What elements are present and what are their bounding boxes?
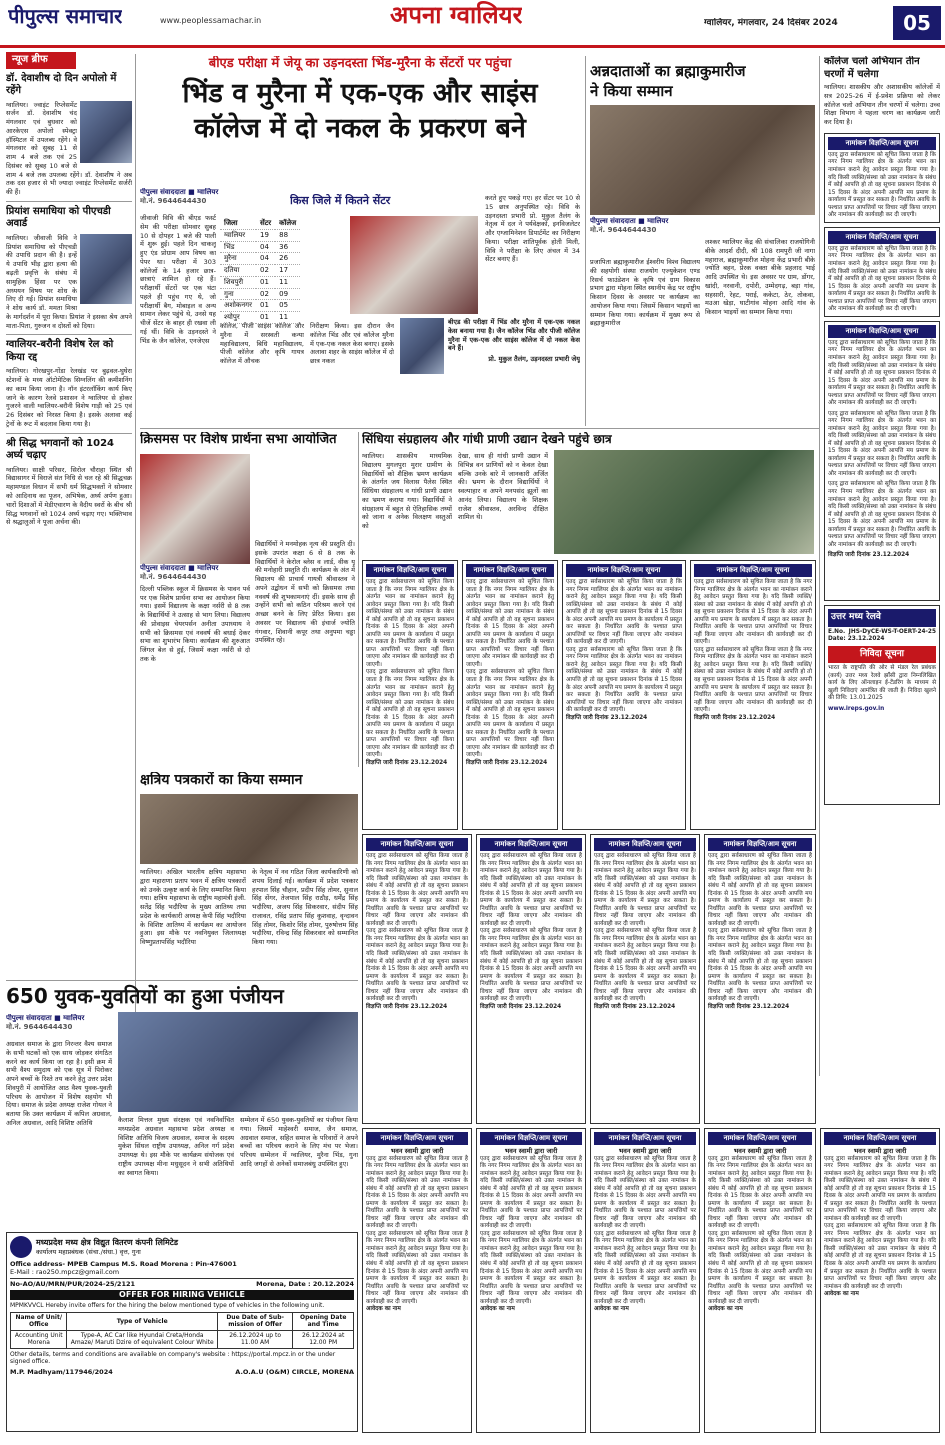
- notice-r1-3-body-b: एतद् द्वारा सर्वसाधारण को सूचित किया जाता है कि नगर निगम ग्वालियर क्षेत्र के अंतर्गत भवन का नामांकन कराने हेतु आवेदन प्रस्तुत किया गया है। यदि किसी व्यक्ति/संस्था को उक्त नामांकन के संबंध में कोई आपत्ति हो तो वह सूचना प्रकाशन दिनांक से 15 दिवस के अंदर अपनी आपत्ति मय प्रमाण के कार्यालय में प्रस्तुत कर सकता है। निर्धारित अवधि के पश्चात प्राप्त आपत्तियों पर विचार नहीं किया जाएगा और नामांकन की कार्यवाही कर दी जाएगी।: [566, 646, 682, 714]
- notice-r1-1-body: एतद् द्वारा सर्वसाधारण को सूचित किया जाता है कि नगर निगम ग्वालियर क्षेत्र के अंतर्गत भवन का नामांकन कराने हेतु आवेदन प्रस्तुत किया गया है। यदि किसी व्यक्ति/संस्था को उक्त नामांकन के संबंध में कोई आपत्ति हो तो वह सूचना प्रकाशन दिनांक से 15 दिवस के अंदर अपनी आपत्ति मय प्रमाण के कार्यालय में प्रस्तुत कर सकता है। निर्धारित अवधि के पश्चात प्राप्त आपत्तियों पर विचार नहीं किया जाएगा और नामांकन की कार्यवाही कर दी जाएगी।: [366, 579, 454, 668]
- page-number: 05: [893, 6, 941, 40]
- mpcz-title: OFFER FOR HIRING VEHICLE: [10, 1290, 354, 1300]
- professor-photo: [400, 318, 444, 374]
- centers-row: [220, 253, 300, 265]
- right-notice-1: [824, 133, 940, 223]
- notice-r3-2-body-b: एतद् द्वारा सर्वसाधारण को सूचित किया जाता है कि नगर निगम ग्वालियर क्षेत्र के अंतर्गत भवन का नामांकन कराने हेतु आवेदन प्रस्तुत किया गया है। यदि किसी व्यक्ति/संस्था को उक्त नामांकन के संबंध में कोई आपत्ति हो तो वह सूचना प्रकाशन दिनांक से 15 दिवस के अंदर अपनी आपत्ति मय प्रमाण के कार्यालय में प्रस्तुत कर सकता है। निर्धारित अवधि के पश्चात प्राप्त आपत्तियों पर विचार नहीं किया जाएगा और नामांकन की कार्यवाही कर दी जाएगी।: [480, 1230, 582, 1305]
- th-centers: सेंटर: [256, 218, 275, 229]
- centers-row: [220, 300, 300, 312]
- right-notice-3: [824, 321, 940, 601]
- notice-r2-1-date: विज्ञप्ति जारी दिनांक 23.12.2024: [366, 1003, 448, 1010]
- centers-cell: 36: [275, 241, 300, 253]
- notice-r3-2: [476, 1128, 586, 1433]
- notice-r3-3-head: नामांकन विज्ञप्ति/आम सूचना: [594, 1132, 696, 1145]
- mpcz-footer: Other details, terms and conditions are available on company's website : https://portal.mpcz.in or the under signed office.: [10, 1350, 336, 1366]
- right-notice-3-body: एतद् द्वारा सर्वसाधारण को सूचित किया जाता है कि नगर निगम ग्वालियर क्षेत्र के अंतर्गत भवन का नामांकन कराने हेतु आवेदन प्रस्तुत किया गया है। यदि किसी व्यक्ति/संस्था को उक्त नामांकन के संबंध में कोई आपत्ति हो तो वह सूचना प्रकाशन दिनांक से 15 दिवस के अंदर अपनी आपत्ति मय प्रमाण के कार्यालय में प्रस्तुत कर सकता है। निर्धारित अवधि के पश्चात प्राप्त आपत्तियों पर विचार नहीं किया जाएगा और नामांकन की कार्यवाही कर दी जाएगी।: [828, 339, 936, 407]
- railway-tender-label: निविदा सूचना: [828, 646, 936, 664]
- notice-r2-2-body-b: एतद् द्वारा सर्वसाधारण को सूचित किया जाता है कि नगर निगम ग्वालियर क्षेत्र के अंतर्गत भवन का नामांकन कराने हेतु आवेदन प्रस्तुत किया गया है। यदि किसी व्यक्ति/संस्था को उक्त नामांकन के संबंध में कोई आपत्ति हो तो वह सूचना प्रकाशन दिनांक से 15 दिवस के अंदर अपनी आपत्ति मय प्रमाण के कार्यालय में प्रस्तुत कर सकता है। निर्धारित अवधि के पश्चात प्राप्त आपत्तियों पर विचार नहीं किया जाएगा और नामांकन की कार्यवाही कर दी जाएगी।: [480, 928, 582, 1003]
- mpcz-ref-date: Morena, Date : 20.12.2024: [256, 1280, 354, 1289]
- notice-r2-2-head: नामांकन विज्ञप्ति/आम सूचना: [480, 838, 582, 851]
- notice-r1-4-head: नामांकन विज्ञप्ति/आम सूचना: [694, 564, 812, 577]
- notice-r1-3-date: विज्ञप्ति जारी दिनांक 23.12.2024: [566, 714, 648, 721]
- notice-r2-3-date: विज्ञप्ति जारी दिनांक 23.12.2024: [594, 1003, 676, 1010]
- notice-r2-1-body-b: एतद् द्वारा सर्वसाधारण को सूचित किया जाता है कि नगर निगम ग्वालियर क्षेत्र के अंतर्गत भवन का नामांकन कराने हेतु आवेदन प्रस्तुत किया गया है। यदि किसी व्यक्ति/संस्था को उक्त नामांकन के संबंध में कोई आपत्ति हो तो वह सूचना प्रकाशन दिनांक से 15 दिवस के अंदर अपनी आपत्ति मय प्रमाण के कार्यालय में प्रस्तुत कर सकता है। निर्धारित अवधि के पश्चात प्राप्त आपत्तियों पर विचार नहीं किया जाएगा और नामांकन की कार्यवाही कर दी जाएगी।: [366, 928, 468, 1003]
- christmas-photo: [140, 454, 250, 564]
- notice-r1-3: [562, 560, 686, 830]
- notice-r3-2-sub: भवन स्वामी द्वारा जारी: [504, 1147, 558, 1156]
- notice-r1-4-body-b: एतद् द्वारा सर्वसाधारण को सूचित किया जाता है कि नगर निगम ग्वालियर क्षेत्र के अंतर्गत भवन का नामांकन कराने हेतु आवेदन प्रस्तुत किया गया है। यदि किसी व्यक्ति/संस्था को उक्त नामांकन के संबंध में कोई आपत्ति हो तो वह सूचना प्रकाशन दिनांक से 15 दिवस के अंदर अपनी आपत्ति मय प्रमाण के कार्यालय में प्रस्तुत कर सकता है। निर्धारित अवधि के पश्चात प्राप्त आपत्तियों पर विचार नहीं किया जाएगा और नामांकन की कार्यवाही कर दी जाएगी।: [694, 646, 812, 714]
- notice-r1-2-date: विज्ञप्ति जारी दिनांक 23.12.2024: [466, 759, 548, 766]
- news-brief-column: [6, 52, 132, 1074]
- registration-story: [6, 984, 358, 1230]
- notice-r2-1-head: नामांकन विज्ञप्ति/आम सूचना: [366, 838, 468, 851]
- th-colleges: कॉलेज: [275, 218, 300, 229]
- centers-cell: 01: [256, 276, 275, 288]
- centers-cell: 02: [256, 288, 275, 300]
- notice-r2-4: [704, 834, 816, 1124]
- notice-r3-1: [362, 1128, 472, 1433]
- notice-r1-1-body-b: एतद् द्वारा सर्वसाधारण को सूचित किया जाता है कि नगर निगम ग्वालियर क्षेत्र के अंतर्गत भवन का नामांकन कराने हेतु आवेदन प्रस्तुत किया गया है। यदि किसी व्यक्ति/संस्था को उक्त नामांकन के संबंध में कोई आपत्ति हो तो वह सूचना प्रकाशन दिनांक से 15 दिवस के अंदर अपनी आपत्ति मय प्रमाण के कार्यालय में प्रस्तुत कर सकता है। निर्धारित अवधि के पश्चात प्राप्त आपत्तियों पर विचार नहीं किया जाएगा और नामांकन की कार्यवाही कर दी जाएगी।: [366, 669, 454, 759]
- brahma-body-2: लश्कर ग्वालियर केंद्र की संचालिका राजयोगिनी बीके आदर्श दीदी, श्री 108 रामपुरी जी नागा महाराज, ब्रह्माकुमारीज मोहना केंद्र प्रभारी बीके ज्योति बहन, प्रेरक वक्ता बीके प्रहलाद भाई आदि उपस्थित थे। इस अवसर पर ग्राम, डोंगर, खांदी, नरवानी, दपोरी, उम्मेदगढ़, बड़ा गांव, सहसारी, रेहट, पराई, ककेटा, ठेर, तोकवा, मउआ खेड़ा, घाटीगांव मोहना आदि गांव के किसान भाइयों का सम्मान किया गया।: [705, 238, 815, 317]
- notice-r1-4: [690, 560, 816, 830]
- mpcz-th-open: Opening Date and Time: [293, 1312, 354, 1330]
- centers-cell: शिवपुरी: [220, 276, 256, 288]
- notice-r3-3-applicant: आवेदक का नाम: [594, 1306, 629, 1313]
- masthead: [0, 0, 945, 48]
- mpcz-td-type: Type-A, AC Car like Hyundai Creta/Honda Amaze/ Maruti Dzire of equivalent Colour White: [67, 1330, 217, 1348]
- news-brief-label: न्यूज ब्रीफ: [6, 52, 76, 69]
- mpcz-sign: A.O.A.U (O&M) CIRCLE, MORENA: [235, 1367, 354, 1376]
- brief-title-3: ग्वालियर-बरौनी विशेष रेल को किया रद्द: [6, 339, 114, 363]
- centers-cell: 09: [275, 288, 300, 300]
- registration-body-3: सम्मेलन में 650 युवक-युवतियों का पंजीयन किया गया। जिसमें माहेश्वरी समाज, जैन समाज, अग्रवाल समाज, सहित समाज के परिवारों ने अपने बच्चों का परिचय कराने के लिए मंच पर भेजा। परिचय सम्मेलन में ग्वालियर, मुरैना भिंड, गुना आदि जगहों से अनेकों समाजबंधु उपस्थित हुए।: [240, 1116, 358, 1168]
- brahma-body-1: प्रजापिता ब्रह्माकुमारीज ईश्वरीय विश्व विद्यालय की सहयोगी संस्था राजयोग एज्युकेशन एण्ड रिसर्च फाउंडेशन के कृषि एवं ग्राम विकास प्रभाग द्वारा मोहना स्थित स्थानीय केंद्र पर राष्ट्रीय किसान दिवस के अवसर पर कार्यक्रम का आयोजन किया गया। जिसमें किसान भाइयों का सम्मान किया गया। कार्यक्रम में मुख्य रूप से ब्रह्माकुमारीज: [590, 258, 700, 328]
- notice-r1-1-date: विज्ञप्ति जारी दिनांक 23.12.2024: [366, 759, 448, 766]
- kshatriya-photo: [140, 794, 358, 864]
- brahmakumari-story: [590, 62, 815, 426]
- brief-body-3: ग्वालियर। गोरखपुर-गोंडा रेलखंड पर बुढ़वल-घुघेरा स्टेशनों के मध्य ऑटोमेटिक सिग्नलिंग की कमीशनिंग का काम किया जाना है। नॉन इंटरलॉकिंग कार्य किए जाने के कारण रेलवे प्रशासन ने ग्वालियर से होकर गुजरने वाली ग्वालियर-बरौनी विशेष गाड़ी को 25 एवं 26 दिसंबर को निरस्त किया है। इसके अलावा कई ट्रेनों के रूट में बदलाव किया गया है।: [6, 367, 132, 428]
- centers-cell: 01: [256, 312, 275, 324]
- registration-photo: [118, 1012, 358, 1112]
- centers-cell: गुना: [220, 288, 256, 300]
- notice-r2-1: [362, 834, 472, 1124]
- railway-site[interactable]: www.ireps.gov.in: [828, 705, 885, 712]
- right-notice-3-head: नामांकन विज्ञप्ति/आम सूचना: [828, 325, 936, 338]
- registration-mobile: मो.नं. 9644644430: [6, 1022, 73, 1031]
- registration-body-1: अग्रवाल समाज के द्वारा निरन्तर वैश्य समाज के सभी घटकों को एक साथ जोड़कर संगठित करने का कार्य किया जा रहा है। इसी क्रम में सभी वैश्य समुदाय को एक सूत्र में पिरोकर अपने बच्चों के रिश्ते तय करने हेतु उत्तर प्रदेश शिवपुरी में आयोजित आठ वैश्य युवक-युवती परिचय के आयोजन में विशेष सहयोग भी दिया। समाज के प्रदेश अध्यक्ष राजेश गोयल ने बताया कि उक्त कार्यक्रम में कपिल अग्रवाल, अनिल अग्रवाल, आदि विशिष्ट अतिथि: [6, 1040, 112, 1127]
- right-notice-1-head: नामांकन विज्ञप्ति/आम सूचना: [828, 137, 936, 150]
- kshatriya-story: [140, 772, 358, 972]
- centers-cell: 04: [256, 253, 275, 265]
- college-brief-body: ग्वालियर। शासकीय और अशासकीय कॉलेजों में सत्र 2025-26 में ई-प्रवेश प्रक्रिया को लेकर कॉलेज चलो अभियान तीन चरणों में चलेगा। उच्च शिक्षा विभाग ने पहला चरण का कार्यक्रम जारी कर दिया है।: [824, 83, 940, 127]
- notice-r2-3: [590, 834, 700, 1124]
- notice-r3-1-head: नामांकन विज्ञप्ति/आम सूचना: [366, 1132, 468, 1145]
- notice-r3-4-body: एतद् द्वारा सर्वसाधारण को सूचित किया जाता है कि नगर निगम ग्वालियर क्षेत्र के अंतर्गत भवन का नामांकन कराने हेतु आवेदन प्रस्तुत किया गया है। यदि किसी व्यक्ति/संस्था को उक्त नामांकन के संबंध में कोई आपत्ति हो तो वह सूचना प्रकाशन दिनांक से 15 दिवस के अंदर अपनी आपत्ति मय प्रमाण के कार्यालय में प्रस्तुत कर सकता है। निर्धारित अवधि के पश्चात प्राप्त आपत्तियों पर विचार नहीं किया जाएगा और नामांकन की कार्यवाही कर दी जाएगी।: [708, 1155, 812, 1230]
- section-title: अपना ग्वालियर: [390, 1, 523, 29]
- brahma-mobile: मो.नं. 9644644430: [590, 225, 657, 234]
- notice-r3-2-head: नामांकन विज्ञप्ति/आम सूचना: [480, 1132, 582, 1145]
- brief-title-1: डॉ. देवाशीष दो दिन अपोलो में रहेंगे: [6, 72, 117, 96]
- mpcz-th-unit: Name of Unit/ Office: [11, 1312, 67, 1330]
- quote-attribution: प्रो. मुकुल तैलंग, उड़नदस्ता प्रभारी जेयू: [488, 355, 580, 364]
- notice-r3-4: [704, 1128, 816, 1433]
- registration-byline: पीपुल्स संवाददाता ■ ग्वालियर: [6, 1014, 85, 1022]
- christmas-headline: क्रिसमस पर विशेष प्रार्थना सभा आयोजित: [140, 432, 337, 447]
- centers-row: [220, 288, 300, 300]
- lead-body-1: जीवाजी विवि की बीएड फर्स्ट सेम की परीक्षा सोमवार सुबह 10 से दोपहर 1 बजे की पाली में शुरू हुई। पहले दिन चाकलू हुए एंड प्रोग्राम आप विषय का पेपर था। परीक्षा में 303 कॉलेजों के 14 हजार छात्र-छात्राएं शामिल हो रहे हैं। परीक्षार्थी सेंटरों पर एक घंटा पहले ही पहुंच गए थे, जो परीक्षार्थी बैग, मोबाइल व अन्य सामान लेकर पहुंचे थे, उनसे यह चीजें सेंटर के बाहर ही रखवा ली गई थीं। विवि के उड़नदस्ते ने भिंड के जैन कॉलेज, एनजेएस: [140, 214, 216, 345]
- lead-kicker: बीएड परीक्षा में जेयू का उड़नदस्ता भिंड-मुरैना के सेंटरों पर पहुंचा: [208, 56, 512, 71]
- students-photo: [554, 450, 814, 554]
- mpcz-intro: MPMKVVCL Hereby invite offers for the hiring the below mentioned type of vehicles in the following unit.: [10, 1302, 325, 1310]
- mpcz-madhyam: M.P. Madhyam/117946/2024: [10, 1367, 113, 1376]
- mpcz-table: [10, 1312, 354, 1349]
- kshatriya-body-2: के नेतृत्व में नव गठित जिला कार्यकारिणी को शपथ दिलाई गई। कार्यक्रम में प्रदेश पत्रकार हरपाल सिंह चौहान, प्रदीप सिंह तोमर, सुनाल सिंह सेंगर, तेजपाल सिंह राठौड़, धर्मेंद्र सिंह भदौरिया, अजय सिंह सिकरवार, संदीप सिंह राजावत, रविंद्र प्रताप सिंह कुशवाह, वृन्दावन सिंह तोमर, किशोर सिंह तोमर, पुरुषोत्तम सिंह भदौरिया, रविन्द्र सिंह सिकरवार को सम्मानित किया गया।: [252, 868, 358, 947]
- centers-cell: 19: [256, 229, 275, 241]
- right-notice-3-body-c: एतद् द्वारा सर्वसाधारण को सूचित किया जाता है कि नगर निगम ग्वालियर क्षेत्र के अंतर्गत भवन का नामांकन कराने हेतु आवेदन प्रस्तुत किया गया है। यदि किसी व्यक्ति/संस्था को उक्त नामांकन के संबंध में कोई आपत्ति हो तो वह सूचना प्रकाशन दिनांक से 15 दिवस के अंदर अपनी आपत्ति मय प्रमाण के कार्यालय में प्रस्तुत कर सकता है। निर्धारित अवधि के पश्चात प्राप्त आपत्तियों पर विचार नहीं किया जाएगा और नामांकन की कार्यवाही कर दी जाएगी।: [828, 481, 936, 548]
- centers-cell: अशोकनगर: [220, 300, 256, 312]
- notice-r3-1-sub: भवन स्वामी द्वारा जारी: [390, 1147, 444, 1156]
- lead-body-2: कॉलेज, पीजी साइंस कॉलेज और मुरैना में सरस्वती कन्या महाविद्यालय, बिधि महाविद्यालय, पीजी कॉलेज और कृषि गायत्र कॉलेज में औचक: [220, 322, 304, 366]
- notice-r3-5-applicant: आवेदक का नाम: [824, 1291, 859, 1298]
- mpcz-td-due: 26.12.2024 up to 11.00 AM: [217, 1330, 292, 1348]
- mpcz-org: मध्यप्रदेश मध्य क्षेत्र विद्युत वितरण कंपनी लिमिटेड: [36, 1237, 179, 1247]
- notice-r1-2: [462, 560, 558, 830]
- table-title: किस जिले में कितने सेंटर: [290, 194, 391, 207]
- lead-body-4: करते हुए पकड़े गए। हर सेंटर पर 10 से 15 छात्र अनुपस्थित रहे। विवि के उड़नदस्ता प्रभारी प्रो. मुकुल तैलंग के नेतृत्व में दल ने पर्यवेक्षकों, इनविजलेटर और एग्जामिनेशन डिपार्टमेंट का निरीक्षण किया। परीक्षा शांतिपूर्वक होती मिली, विवि ने परीक्षा के लिए अंचल में 34 सेंटर बनाए हैं।: [485, 194, 580, 264]
- centers-cell: श्योपुर: [220, 312, 256, 324]
- centers-cell: मुरैना: [220, 253, 256, 265]
- scindia-body-1: ग्वालियर। शासकीय माध्यमिक विद्यालय मुगलपुरा मुरार ग्रामीण के विद्यार्थियों को शैक्षिक भ्रमण कार्यक्रम के अंतर्गत जय विलास पैलेस स्थित सिंधिया संग्रहालय व गांधी प्राणी उद्यान का भ्रमण कराया गया। विद्यार्थियों ने संग्रहालय में बहुत से ऐतिहासिक तथ्यों को जाना व अनेक विलक्षण वस्तुओं को: [362, 452, 452, 531]
- notice-r2-4-date: विज्ञप्ति जारी दिनांक 23.12.2024: [708, 1003, 790, 1010]
- notice-r3-2-applicant: आवेदक का नाम: [480, 1306, 515, 1313]
- notice-r3-5-body: एतद् द्वारा सर्वसाधारण को सूचित किया जाता है कि नगर निगम ग्वालियर क्षेत्र के अंतर्गत भवन का नामांकन कराने हेतु आवेदन प्रस्तुत किया गया है। यदि किसी व्यक्ति/संस्था को उक्त नामांकन के संबंध में कोई आपत्ति हो तो वह सूचना प्रकाशन दिनांक से 15 दिवस के अंदर अपनी आपत्ति मय प्रमाण के कार्यालय में प्रस्तुत कर सकता है। निर्धारित अवधि के पश्चात प्राप्त आपत्तियों पर विचार नहीं किया जाएगा और नामांकन की कार्यवाही कर दी जाएगी।: [824, 1155, 936, 1222]
- notice-r2-2: [476, 834, 586, 1124]
- centers-row: [220, 276, 300, 288]
- notice-r1-3-body: एतद् द्वारा सर्वसाधारण को सूचित किया जाता है कि नगर निगम ग्वालियर क्षेत्र के अंतर्गत भवन का नामांकन कराने हेतु आवेदन प्रस्तुत किया गया है। यदि किसी व्यक्ति/संस्था को उक्त नामांकन के संबंध में कोई आपत्ति हो तो वह सूचना प्रकाशन दिनांक से 15 दिवस के अंदर अपनी आपत्ति मय प्रमाण के कार्यालय में प्रस्तुत कर सकता है। निर्धारित अवधि के पश्चात प्राप्त आपत्तियों पर विचार नहीं किया जाएगा और नामांकन की कार्यवाही कर दी जाएगी।: [566, 579, 682, 646]
- notice-r3-5: [820, 1128, 940, 1433]
- centers-cell: 05: [275, 300, 300, 312]
- notice-r2-4-body: एतद् द्वारा सर्वसाधारण को सूचित किया जाता है कि नगर निगम ग्वालियर क्षेत्र के अंतर्गत भवन का नामांकन कराने हेतु आवेदन प्रस्तुत किया गया है। यदि किसी व्यक्ति/संस्था को उक्त नामांकन के संबंध में कोई आपत्ति हो तो वह सूचना प्रकाशन दिनांक से 15 दिवस के अंदर अपनी आपत्ति मय प्रमाण के कार्यालय में प्रस्तुत कर सकता है। निर्धारित अवधि के पश्चात प्राप्त आपत्तियों पर विचार नहीं किया जाएगा और नामांकन की कार्यवाही कर दी जाएगी।: [708, 853, 812, 927]
- mpcz-office: कार्यालय महाप्रबंधक (संचा./संधा.) वृत्त, गुना: [36, 1247, 141, 1256]
- notice-r3-3: [590, 1128, 700, 1433]
- notice-r3-2-body: एतद् द्वारा सर्वसाधारण को सूचित किया जाता है कि नगर निगम ग्वालियर क्षेत्र के अंतर्गत भवन का नामांकन कराने हेतु आवेदन प्रस्तुत किया गया है। यदि किसी व्यक्ति/संस्था को उक्त नामांकन के संबंध में कोई आपत्ति हो तो वह सूचना प्रकाशन दिनांक से 15 दिवस के अंदर अपनी आपत्ति मय प्रमाण के कार्यालय में प्रस्तुत कर सकता है। निर्धारित अवधि के पश्चात प्राप्त आपत्तियों पर विचार नहीं किया जाएगा और नामांकन की कार्यवाही कर दी जाएगी।: [480, 1155, 582, 1230]
- right-column: [824, 56, 940, 1086]
- kshatriya-headline: क्षत्रिय पत्रकारों का किया सम्मान: [140, 772, 303, 788]
- centers-cell: 01: [256, 300, 275, 312]
- lead-headline-1: भिंड व मुरैना में एक-एक और साइंस: [182, 78, 538, 110]
- mpcz-td-open: 26.12.2024 at 12.00 PM: [293, 1330, 354, 1348]
- centers-cell: 02: [256, 265, 275, 277]
- notice-r3-1-body-b: एतद् द्वारा सर्वसाधारण को सूचित किया जाता है कि नगर निगम ग्वालियर क्षेत्र के अंतर्गत भवन का नामांकन कराने हेतु आवेदन प्रस्तुत किया गया है। यदि किसी व्यक्ति/संस्था को उक्त नामांकन के संबंध में कोई आपत्ति हो तो वह सूचना प्रकाशन दिनांक से 15 दिवस के अंदर अपनी आपत्ति मय प्रमाण के कार्यालय में प्रस्तुत कर सकता है। निर्धारित अवधि के पश्चात प्राप्त आपत्तियों पर विचार नहीं किया जाएगा और नामांकन की कार्यवाही कर दी जाएगी।: [366, 1230, 468, 1305]
- centers-table: [220, 218, 338, 324]
- newspaper-logo: पीपुल्स समाचार: [8, 4, 123, 28]
- centers-cell: 17: [275, 265, 300, 277]
- notices-row-2: [362, 834, 817, 1124]
- quote-text: बीएड की परीक्षा में भिंड और मुरैना में एक-एक नकल केस बनाया गया है। जैन कॉलेज भिंड और पीजी कॉलेज मुरैना में एक-एक और साइंस कॉलेज में दो नकल केस बने हैं।: [448, 318, 580, 353]
- notice-r2-2-body: एतद् द्वारा सर्वसाधारण को सूचित किया जाता है कि नगर निगम ग्वालियर क्षेत्र के अंतर्गत भवन का नामांकन कराने हेतु आवेदन प्रस्तुत किया गया है। यदि किसी व्यक्ति/संस्था को उक्त नामांकन के संबंध में कोई आपत्ति हो तो वह सूचना प्रकाशन दिनांक से 15 दिवस के अंदर अपनी आपत्ति मय प्रमाण के कार्यालय में प्रस्तुत कर सकता है। निर्धारित अवधि के पश्चात प्राप्त आपत्तियों पर विचार नहीं किया जाएगा और नामांकन की कार्यवाही कर दी जाएगी।: [480, 853, 582, 927]
- notice-r3-4-sub: भवन स्वामी द्वारा जारी: [733, 1147, 787, 1156]
- centers-cell: 88: [275, 229, 300, 241]
- mpcz-hiring-ad: [6, 1232, 358, 1432]
- website-url[interactable]: www.peoplessamachar.in: [160, 16, 262, 25]
- notice-r1-4-date: विज्ञप्ति जारी दिनांक 23.12.2024: [694, 714, 776, 721]
- mpcz-email[interactable]: E-Mail : rao250.mpcz@gmail.com: [10, 1268, 120, 1277]
- centers-cell: 11: [275, 312, 300, 324]
- centers-cell: ग्वालियर: [220, 229, 256, 241]
- kshatriya-body-1: ग्वालियर। अखिल भारतीय क्षत्रिय महासभा द्वारा महाराणा प्रताप भवन में क्षत्रिय पत्रकारों को उनके उत्कृष्ट कार्य के लिए सम्मानित किया गया। क्षत्रिय महासभा के राष्ट्रीय महामंत्री इंजी. सतेंद्र सिंह भदौरिया के मुख्य आतिथ्य तथा प्रदेश के कार्यकारी अध्यक्ष केपी सिंह भदौरिया के विशिष्ट आतिथ्य में कार्यक्रम का आयोजन हुआ। इस मौके पर नवनियुक्त जिलाध्यक्ष विष्णुप्रतापसिंह भदौरिया: [140, 868, 246, 947]
- christmas-body-1: दिल्ली पब्लिक स्कूल में क्रिसमस के पावन पर्व पर एक विशेष प्रार्थना सभा का आयोजन किया गया। इसमें विद्यालय के कक्षा नर्सरी से 8 तक के विद्यार्थियों ने उत्साह से भाग लिया। विद्यालय की प्रोवाइस चेयरपर्सन अनीता उपाध्याय ने सभी को क्रिसमस एवं नववर्ष की बधाई देकर सभा का शुभारंभ किया। कार्यक्रम की शुरुआत जिंगल बेल से हुई, जिसमें कक्षा नर्सरी से दो तक के: [140, 584, 250, 663]
- brahma-headline-2: ने किया सम्मान: [590, 81, 673, 100]
- notices-row-1: [362, 560, 817, 830]
- notice-r1-2-head: नामांकन विज्ञप्ति/आम सूचना: [466, 564, 554, 577]
- lead-story: [140, 56, 580, 426]
- notice-r1-3-head: नामांकन विज्ञप्ति/आम सूचना: [566, 564, 682, 577]
- notice-r3-1-body: एतद् द्वारा सर्वसाधारण को सूचित किया जाता है कि नगर निगम ग्वालियर क्षेत्र के अंतर्गत भवन का नामांकन कराने हेतु आवेदन प्रस्तुत किया गया है। यदि किसी व्यक्ति/संस्था को उक्त नामांकन के संबंध में कोई आपत्ति हो तो वह सूचना प्रकाशन दिनांक से 15 दिवस के अंदर अपनी आपत्ति मय प्रमाण के कार्यालय में प्रस्तुत कर सकता है। निर्धारित अवधि के पश्चात प्राप्त आपत्तियों पर विचार नहीं किया जाएगा और नामांकन की कार्यवाही कर दी जाएगी।: [366, 1155, 468, 1230]
- railway-tender: [824, 605, 940, 805]
- mpcz-th-type: Type of Vehicle: [67, 1312, 217, 1330]
- mpcz-logo-icon: [10, 1236, 32, 1258]
- notice-r2-4-head: नामांकन विज्ञप्ति/आम सूचना: [708, 838, 812, 851]
- lead-headline-2: कॉलेज में दो नकल के प्रकरण बने: [194, 112, 526, 144]
- right-notice-2-head: नामांकन विज्ञप्ति/आम सूचना: [828, 231, 936, 244]
- lead-byline: पीपुल्स संवाददाता ■ ग्वालियर: [140, 188, 219, 196]
- quote-box: [400, 318, 580, 422]
- right-notice-3-body-b: एतद् द्वारा सर्वसाधारण को सूचित किया जाता है कि नगर निगम ग्वालियर क्षेत्र के अंतर्गत भवन का नामांकन कराने हेतु आवेदन प्रस्तुत किया गया है। यदि किसी व्यक्ति/संस्था को उक्त नामांकन के संबंध में कोई आपत्ति हो तो वह सूचना प्रकाशन दिनांक से 15 दिवस के अंदर अपनी आपत्ति मय प्रमाण के कार्यालय में प्रस्तुत कर सकता है। निर्धारित अवधि के पश्चात प्राप्त आपत्तियों पर विचार नहीं किया जाएगा और नामांकन की कार्यवाही कर दी जाएगी।: [828, 410, 936, 477]
- brief-body-1: ग्वालियर। ज्वाइंट रिप्लेसमेंट सर्जन डॉ. देवाशीष चंद मंगलवार एवं बुधवार को आरकेएस अपोलो स्पेक्ट्रा हॉस्पिटल में उपलब्ध रहेंगे। वे मंगलवार को सुबह 11 से शाम 4 बजे तक एवं 25 दिसंबर को सुबह 10 बजे से शाम 4 बजे तक उपलब्ध रहेंगे। डॉ. देवाशीष ने अब तक दस हजार से भी ज्यादा ज्वाइंट रिप्लेसमेंट सर्जरी की हैं।: [6, 100, 132, 197]
- notice-r3-3-body: एतद् द्वारा सर्वसाधारण को सूचित किया जाता है कि नगर निगम ग्वालियर क्षेत्र के अंतर्गत भवन का नामांकन कराने हेतु आवेदन प्रस्तुत किया गया है। यदि किसी व्यक्ति/संस्था को उक्त नामांकन के संबंध में कोई आपत्ति हो तो वह सूचना प्रकाशन दिनांक से 15 दिवस के अंदर अपनी आपत्ति मय प्रमाण के कार्यालय में प्रस्तुत कर सकता है। निर्धारित अवधि के पश्चात प्राप्त आपत्तियों पर विचार नहीं किया जाएगा और नामांकन की कार्यवाही कर दी जाएगी।: [594, 1155, 696, 1230]
- doctor-photo: [80, 101, 132, 163]
- registration-body-2: कैलाश मित्तल मुख्य संरक्षक एवं नवनिर्वाचित मध्यप्रदेश अग्रवाल महासभा प्रदेश अध्यक्ष व विशिष्ट अतिथि विजय अग्रवाल, समाज के सदस्य मुकेश सिंघल राष्ट्रीय उपाध्यक्ष, अनिल गर्ग प्रदेश उपाध्यक्ष थे। इस मौके पर कार्यक्रम संयोजक एवं राष्ट्रीय उपाध्यक्ष मीना मधुसूदन ने सभी अतिथियों का स्वागत किया।: [118, 1116, 234, 1177]
- brief-body-2: ग्वालियर। जीवाजी विवि ने प्रियांश समाधिया को पीएचडी की उपाधि प्रदान की है। इन्हें ये उपाधि भीड़ द्वारा हत्या की बढ़ती प्रवृत्ति के संबंध में सामुहिक हिंसा पर एक अध्ययन विषय पर शोध के लिए दी गई। प्रियांश समाधिया ने शोध कार्य डॉ. ममता मिश्रा के मार्गदर्शन में पूरा किया। प्रियांश ने इसका श्रेय अपने माता-पिता, गुरुजन व दोस्तों को दिया।: [6, 233, 132, 330]
- lead-mobile: मो.नं. 9644644430: [140, 196, 207, 205]
- notice-r2-2-date: विज्ञप्ति जारी दिनांक 23.12.2024: [480, 1003, 562, 1010]
- brief-title-2: प्रियांश समाधिया को पीएचडी अवार्ड: [6, 205, 111, 230]
- christmas-body-2: विद्यार्थियों ने मनमोहक नृत्य की प्रस्तुति दी। इसके उपरांत कक्षा 6 से 8 तक के विद्यार्थियों ने केरोल ब्लेस व लार्ड, वीक यू की मनोहारी प्रस्तुति दी। कार्यक्रम के अंत में विद्यालय की प्राचार्य गायत्री श्रीवास्तव ने अपने उद्बोधन में सभी को क्रिसमस तथा नववर्ष की शुभकामनाएं दीं। इसके साथ ही उन्होंने सभी को कठिन परिश्रम करने एवं अच्छा बनने के लिए प्रेरित किया। इस अवसर पर विद्यालय की इंचार्ज ज्योति गंगवार, शिवानी कपूर तथा अनुपमा चड्डा उपस्थित रहे।: [255, 540, 355, 645]
- notice-r1-1-head: नामांकन विज्ञप्ति/आम सूचना: [366, 564, 454, 577]
- christmas-mobile: मो.नं. 9644644430: [140, 573, 207, 581]
- notice-r3-1-applicant: आवेदक का नाम: [366, 1306, 401, 1313]
- issue-date: ग्वालियर, मंगलवार, 24 दिसंबर 2024: [704, 18, 838, 28]
- notice-r1-2-body: एतद् द्वारा सर्वसाधारण को सूचित किया जाता है कि नगर निगम ग्वालियर क्षेत्र के अंतर्गत भवन का नामांकन कराने हेतु आवेदन प्रस्तुत किया गया है। यदि किसी व्यक्ति/संस्था को उक्त नामांकन के संबंध में कोई आपत्ति हो तो वह सूचना प्रकाशन दिनांक से 15 दिवस के अंदर अपनी आपत्ति मय प्रमाण के कार्यालय में प्रस्तुत कर सकता है। निर्धारित अवधि के पश्चात प्राप्त आपत्तियों पर विचार नहीं किया जाएगा और नामांकन की कार्यवाही कर दी जाएगी।: [466, 579, 554, 668]
- right-notice-3-date: विज्ञप्ति जारी दिनांक 23.12.2024: [828, 552, 910, 559]
- notice-r1-2-body-b: एतद् द्वारा सर्वसाधारण को सूचित किया जाता है कि नगर निगम ग्वालियर क्षेत्र के अंतर्गत भवन का नामांकन कराने हेतु आवेदन प्रस्तुत किया गया है। यदि किसी व्यक्ति/संस्था को उक्त नामांकन के संबंध में कोई आपत्ति हो तो वह सूचना प्रकाशन दिनांक से 15 दिवस के अंदर अपनी आपत्ति मय प्रमाण के कार्यालय में प्रस्तुत कर सकता है। निर्धारित अवधि के पश्चात प्राप्त आपत्तियों पर विचार नहीं किया जाएगा और नामांकन की कार्यवाही कर दी जाएगी।: [466, 669, 554, 759]
- centers-row: [220, 265, 300, 277]
- centers-cell: 26: [275, 253, 300, 265]
- notices-row-3: [362, 1128, 940, 1433]
- notice-r3-3-sub: भवन स्वामी द्वारा जारी: [618, 1147, 672, 1156]
- centers-table-box: [290, 194, 438, 208]
- notice-r1-1: [362, 560, 458, 830]
- centers-cell: 11: [275, 276, 300, 288]
- notice-r3-5-body-b: एतद् द्वारा सर्वसाधारण को सूचित किया जाता है कि नगर निगम ग्वालियर क्षेत्र के अंतर्गत भवन का नामांकन कराने हेतु आवेदन प्रस्तुत किया गया है। यदि किसी व्यक्ति/संस्था को उक्त नामांकन के संबंध में कोई आपत्ति हो तो वह सूचना प्रकाशन दिनांक से 15 दिवस के अंदर अपनी आपत्ति मय प्रमाण के कार्यालय में प्रस्तुत कर सकता है। निर्धारित अवधि के पश्चात प्राप्त आपत्तियों पर विचार नहीं किया जाएगा और नामांकन की कार्यवाही कर दी जाएगी।: [824, 1223, 936, 1290]
- mpcz-td-unit: Accounting Unit Morena: [11, 1330, 67, 1348]
- notice-r2-1-body: एतद् द्वारा सर्वसाधारण को सूचित किया जाता है कि नगर निगम ग्वालियर क्षेत्र के अंतर्गत भवन का नामांकन कराने हेतु आवेदन प्रस्तुत किया गया है। यदि किसी व्यक्ति/संस्था को उक्त नामांकन के संबंध में कोई आपत्ति हो तो वह सूचना प्रकाशन दिनांक से 15 दिवस के अंदर अपनी आपत्ति मय प्रमाण के कार्यालय में प्रस्तुत कर सकता है। निर्धारित अवधि के पश्चात प्राप्त आपत्तियों पर विचार नहीं किया जाएगा और नामांकन की कार्यवाही कर दी जाएगी।: [366, 853, 468, 927]
- notice-r2-3-body-b: एतद् द्वारा सर्वसाधारण को सूचित किया जाता है कि नगर निगम ग्वालियर क्षेत्र के अंतर्गत भवन का नामांकन कराने हेतु आवेदन प्रस्तुत किया गया है। यदि किसी व्यक्ति/संस्था को उक्त नामांकन के संबंध में कोई आपत्ति हो तो वह सूचना प्रकाशन दिनांक से 15 दिवस के अंदर अपनी आपत्ति मय प्रमाण के कार्यालय में प्रस्तुत कर सकता है। निर्धारित अवधि के पश्चात प्राप्त आपत्तियों पर विचार नहीं किया जाएगा और नामांकन की कार्यवाही कर दी जाएगी।: [594, 928, 696, 1003]
- mpcz-th-due: Due Date of Sub-mission of Offer: [217, 1312, 292, 1330]
- notice-r3-3-body-b: एतद् द्वारा सर्वसाधारण को सूचित किया जाता है कि नगर निगम ग्वालियर क्षेत्र के अंतर्गत भवन का नामांकन कराने हेतु आवेदन प्रस्तुत किया गया है। यदि किसी व्यक्ति/संस्था को उक्त नामांकन के संबंध में कोई आपत्ति हो तो वह सूचना प्रकाशन दिनांक से 15 दिवस के अंदर अपनी आपत्ति मय प्रमाण के कार्यालय में प्रस्तुत कर सकता है। निर्धारित अवधि के पश्चात प्राप्त आपत्तियों पर विचार नहीं किया जाएगा और नामांकन की कार्यवाही कर दी जाएगी।: [594, 1230, 696, 1305]
- centers-cell: दतिया: [220, 265, 256, 277]
- notice-r2-3-body: एतद् द्वारा सर्वसाधारण को सूचित किया जाता है कि नगर निगम ग्वालियर क्षेत्र के अंतर्गत भवन का नामांकन कराने हेतु आवेदन प्रस्तुत किया गया है। यदि किसी व्यक्ति/संस्था को उक्त नामांकन के संबंध में कोई आपत्ति हो तो वह सूचना प्रकाशन दिनांक से 15 दिवस के अंदर अपनी आपत्ति मय प्रमाण के कार्यालय में प्रस्तुत कर सकता है। निर्धारित अवधि के पश्चात प्राप्त आपत्तियों पर विचार नहीं किया जाएगा और नामांकन की कार्यवाही कर दी जाएगी।: [594, 853, 696, 927]
- university-photo: [350, 216, 478, 314]
- railway-head: उत्तर मध्य रेलवे: [828, 609, 936, 627]
- railway-ref: E.No. JHS-DyCE-WS-T-OERT-24-25 Date: 23.12.2024: [828, 628, 936, 643]
- notice-r1-4-body: एतद् द्वारा सर्वसाधारण को सूचित किया जाता है कि नगर निगम ग्वालियर क्षेत्र के अंतर्गत भवन का नामांकन कराने हेतु आवेदन प्रस्तुत किया गया है। यदि किसी व्यक्ति/संस्था को उक्त नामांकन के संबंध में कोई आपत्ति हो तो वह सूचना प्रकाशन दिनांक से 15 दिवस के अंदर अपनी आपत्ति मय प्रमाण के कार्यालय में प्रस्तुत कर सकता है। निर्धारित अवधि के पश्चात प्राप्त आपत्तियों पर विचार नहीं किया जाएगा और नामांकन की कार्यवाही कर दी जाएगी।: [694, 579, 812, 646]
- centers-cell: 04: [256, 241, 275, 253]
- centers-row: [220, 241, 300, 253]
- th-district: जिला: [220, 218, 256, 229]
- lead-body-3: निरीक्षण किया। इस दौरान जैन कॉलेज भिंड और एवं कॉलेज मुरैना में एक-एक नकल केस बनाए। इसके अलावा शहर के साइंस कॉलेज में दो छात्र नकल: [310, 322, 394, 366]
- right-notice-1-body: एतद् द्वारा सर्वसाधारण को सूचित किया जाता है कि नगर निगम ग्वालियर क्षेत्र के अंतर्गत भवन का नामांकन कराने हेतु आवेदन प्रस्तुत किया गया है। यदि किसी व्यक्ति/संस्था को उक्त नामांकन के संबंध में कोई आपत्ति हो तो वह सूचना प्रकाशन दिनांक से 15 दिवस के अंदर अपनी आपत्ति मय प्रमाण के कार्यालय में प्रस्तुत कर सकता है। निर्धारित अवधि के पश्चात प्राप्त आपत्तियों पर विचार नहीं किया जाएगा और नामांकन की कार्यवाही कर दी जाएगी।: [828, 151, 936, 219]
- scindia-story: [362, 432, 817, 557]
- notice-r3-4-applicant: आवेदक का नाम: [708, 1306, 743, 1313]
- notice-r3-4-head: नामांकन विज्ञप्ति/आम सूचना: [708, 1132, 812, 1145]
- notice-r3-4-body-b: एतद् द्वारा सर्वसाधारण को सूचित किया जाता है कि नगर निगम ग्वालियर क्षेत्र के अंतर्गत भवन का नामांकन कराने हेतु आवेदन प्रस्तुत किया गया है। यदि किसी व्यक्ति/संस्था को उक्त नामांकन के संबंध में कोई आपत्ति हो तो वह सूचना प्रकाशन दिनांक से 15 दिवस के अंदर अपनी आपत्ति मय प्रमाण के कार्यालय में प्रस्तुत कर सकता है। निर्धारित अवधि के पश्चात प्राप्त आपत्तियों पर विचार नहीं किया जाएगा और नामांकन की कार्यवाही कर दी जाएगी।: [708, 1230, 812, 1305]
- brahma-photo: [590, 105, 815, 215]
- scindia-body-2: देखा, साथ ही गांधी प्राणी उद्यान में विभिन्न वन प्राणियों को न केवल देखा बल्कि उनके बारे में जानकारी अर्जित की। भ्रमण के दौरान विद्यार्थियों ने स्वल्पाहार व अपने मनपसंद झूलों का आनंद लिया। विद्यालय के शिक्षक राजेश श्रीवास्तव, अरविन्द दीक्षित शामिल थे।: [458, 452, 548, 522]
- notice-r2-3-head: नामांकन विज्ञप्ति/आम सूचना: [594, 838, 696, 851]
- scholar-photo: [80, 234, 132, 304]
- college-brief-title: कॉलेज चलो अभियान तीन चरणों में चलेगा: [824, 56, 920, 80]
- notice-r3-5-head: नामांकन विज्ञप्ति/आम सूचना: [824, 1132, 936, 1145]
- christmas-byline: पीपुल्स संवाददाता ■ ग्वालियर: [140, 564, 219, 573]
- brief-body-4: ग्वालियर। साक्षी परिसर, सिरोल चौराहा स्थित श्री विद्यासागर में विराजे संत निधि से चल रहे श्री सिद्धचक्र महामण्डल विधान में सभी धर्म सिद्धभक्तों ने सोमवार को आदिनाथ का पूजन, अभिषेक, अर्घ्य अर्पण हुआ। चारों दिशाओं में मेडीएचारण के वैदीय स्वरों के बीच श्री सिद्ध भगवानों को 1024 अर्घ्य चढ़ाए गए। भक्तिभाव से श्रद्धालुओं ने पूजा अर्चना की।: [6, 465, 132, 527]
- notice-r3-5-sub: भवन स्वामी द्वारा जारी: [853, 1147, 907, 1156]
- notice-r2-4-body-b: एतद् द्वारा सर्वसाधारण को सूचित किया जाता है कि नगर निगम ग्वालियर क्षेत्र के अंतर्गत भवन का नामांकन कराने हेतु आवेदन प्रस्तुत किया गया है। यदि किसी व्यक्ति/संस्था को उक्त नामांकन के संबंध में कोई आपत्ति हो तो वह सूचना प्रकाशन दिनांक से 15 दिवस के अंदर अपनी आपत्ति मय प्रमाण के कार्यालय में प्रस्तुत कर सकता है। निर्धारित अवधि के पश्चात प्राप्त आपत्तियों पर विचार नहीं किया जाएगा और नामांकन की कार्यवाही कर दी जाएगी।: [708, 928, 812, 1003]
- centers-row: [220, 229, 300, 241]
- mpcz-ref: No-AO/AU/MRN/PUR/2024-25/2121: [10, 1280, 136, 1289]
- scindia-headline: सिंधिया संग्रहालय और गांधी प्राणी उद्यान देखने पहुंचे छात्र: [362, 432, 612, 446]
- mpcz-address: Office address- MPEB Campus M.S. Road Morena : Pin-476001: [10, 1260, 237, 1268]
- brief-title-4: श्री सिद्ध भगवानों को 1024 अर्घ्य चढ़ाए: [6, 437, 114, 462]
- brahma-byline: पीपुल्स संवाददाता ■ ग्वालियर: [590, 217, 669, 225]
- railway-body: भारत के राष्ट्रपति की ओर से मंडल रेल प्रबंधक (कार्य) उत्तर मध्य रेलवे झाँसी द्वारा निम्नलिखित कार्य के लिए ऑनलाइन ई-टेंडरिंग के माध्यम से खुली निविदाएं आमंत्रित की जाती हैं। निविदा खुलने की तिथि: 13.01.2025: [828, 665, 936, 702]
- brahma-headline-1: अन्नदाताओं का ब्रह्माकुमारीज: [590, 62, 746, 80]
- registration-headline: 650 युवक-युवतियों का हुआ पंजीयन: [6, 984, 284, 1008]
- right-notice-2: [824, 227, 940, 317]
- centers-cell: भिंड: [220, 241, 256, 253]
- right-notice-2-body: एतद् द्वारा सर्वसाधारण को सूचित किया जाता है कि नगर निगम ग्वालियर क्षेत्र के अंतर्गत भवन का नामांकन कराने हेतु आवेदन प्रस्तुत किया गया है। यदि किसी व्यक्ति/संस्था को उक्त नामांकन के संबंध में कोई आपत्ति हो तो वह सूचना प्रकाशन दिनांक से 15 दिवस के अंदर अपनी आपत्ति मय प्रमाण के कार्यालय में प्रस्तुत कर सकता है। निर्धारित अवधि के पश्चात प्राप्त आपत्तियों पर विचार नहीं किया जाएगा और नामांकन की कार्यवाही कर दी जाएगी।: [828, 245, 936, 313]
